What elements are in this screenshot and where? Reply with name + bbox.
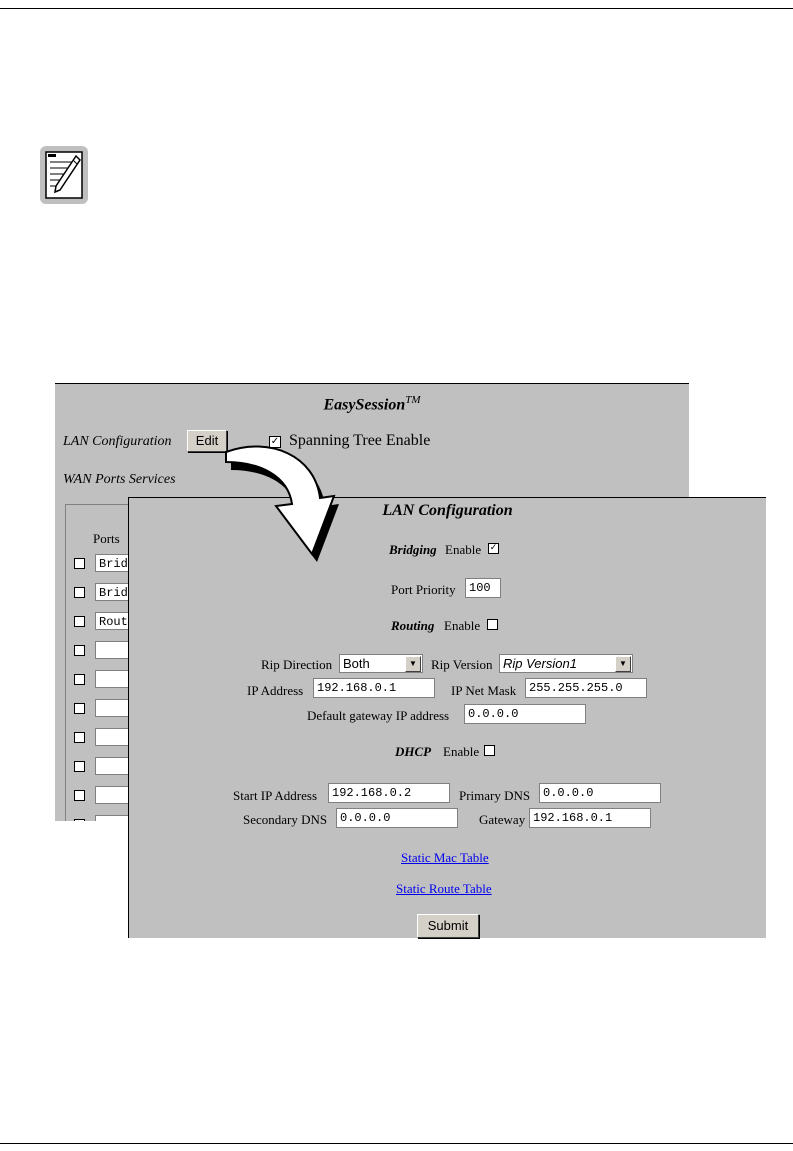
port-checkbox[interactable]	[74, 703, 85, 714]
default-gateway-field[interactable]: 0.0.0.0	[464, 704, 586, 724]
port-service-field[interactable]: Brid	[95, 583, 155, 601]
gateway-field[interactable]: 192.168.0.1	[529, 808, 651, 828]
port-checkbox[interactable]	[74, 674, 85, 685]
bridging-enable-label: Enable	[445, 542, 482, 557]
top-rule	[0, 8, 793, 9]
ip-netmask-label: IP Net Mask	[451, 683, 517, 698]
rip-direction-label: Rip Direction	[261, 657, 333, 672]
port-priority-label: Port Priority	[391, 582, 456, 597]
port-checkbox[interactable]	[74, 819, 85, 821]
note-pencil-icon	[40, 146, 88, 204]
bottom-rule	[0, 1143, 793, 1144]
routing-enable-checkbox[interactable]	[487, 619, 498, 630]
ip-address-label: IP Address	[247, 683, 304, 698]
rip-version-label: Rip Version	[431, 657, 493, 672]
port-checkbox[interactable]	[74, 761, 85, 772]
rip-direction-value: Both	[343, 656, 370, 671]
port-checkbox[interactable]	[74, 558, 85, 569]
chevron-down-icon[interactable]: ▼	[405, 656, 421, 672]
spanning-tree-label: Spanning Tree Enable	[289, 432, 431, 449]
curved-arrow-icon	[222, 440, 342, 570]
easysession-title-text: EasySession	[323, 396, 406, 414]
routing-label: Routing	[391, 618, 435, 633]
easysession-title	[55, 394, 689, 414]
static-route-table-link[interactable]: Static Route Table	[396, 881, 492, 896]
bridging-enable-checkbox[interactable]: ✓	[489, 543, 498, 553]
wan-ports-services-label: WAN Ports Services	[63, 472, 176, 487]
dhcp-label: DHCP	[395, 744, 432, 759]
rip-version-value: Rip Version1	[503, 656, 577, 671]
start-ip-label: Start IP Address	[233, 788, 318, 803]
port-checkbox[interactable]	[74, 616, 85, 627]
port-priority-field[interactable]: 100	[465, 578, 501, 598]
chevron-down-icon[interactable]: ▼	[615, 656, 631, 672]
routing-enable-label: Enable	[444, 618, 481, 633]
rip-direction-select[interactable]	[339, 654, 423, 673]
gateway-label: Gateway	[479, 812, 526, 827]
port-checkbox[interactable]	[74, 587, 85, 598]
default-gateway-label: Default gateway IP address	[307, 708, 450, 723]
secondary-dns-label: Secondary DNS	[243, 812, 328, 827]
lan-configuration-label: LAN Configuration	[63, 434, 172, 449]
spanning-tree-checkbox[interactable]: ✓	[270, 436, 280, 447]
port-checkbox[interactable]	[74, 790, 85, 801]
rip-version-select[interactable]	[499, 654, 633, 673]
ports-column-header: Ports	[93, 531, 120, 546]
port-service-field[interactable]: Brid	[95, 554, 155, 572]
dhcp-enable-label: Enable	[443, 744, 480, 759]
ip-netmask-field[interactable]: 255.255.255.0	[525, 678, 647, 698]
secondary-dns-field[interactable]: 0.0.0.0	[336, 808, 458, 828]
lan-configuration-title: LAN Configuration	[382, 502, 513, 519]
ip-address-field[interactable]: 192.168.0.1	[313, 678, 435, 698]
port-service-field[interactable]: Rout	[95, 612, 155, 630]
submit-button[interactable]: Submit	[417, 914, 479, 938]
start-ip-field[interactable]: 192.168.0.2	[328, 783, 450, 803]
static-mac-table-link[interactable]: Static Mac Table	[401, 850, 489, 865]
primary-dns-field[interactable]: 0.0.0.0	[539, 783, 661, 803]
edit-button[interactable]: Edit	[187, 430, 227, 452]
port-checkbox[interactable]	[74, 645, 85, 656]
trademark-mark: TM	[405, 394, 421, 406]
port-checkbox[interactable]	[74, 732, 85, 743]
primary-dns-label: Primary DNS	[459, 788, 531, 803]
dhcp-enable-checkbox[interactable]	[484, 745, 495, 756]
bridging-label: Bridging	[389, 542, 437, 557]
